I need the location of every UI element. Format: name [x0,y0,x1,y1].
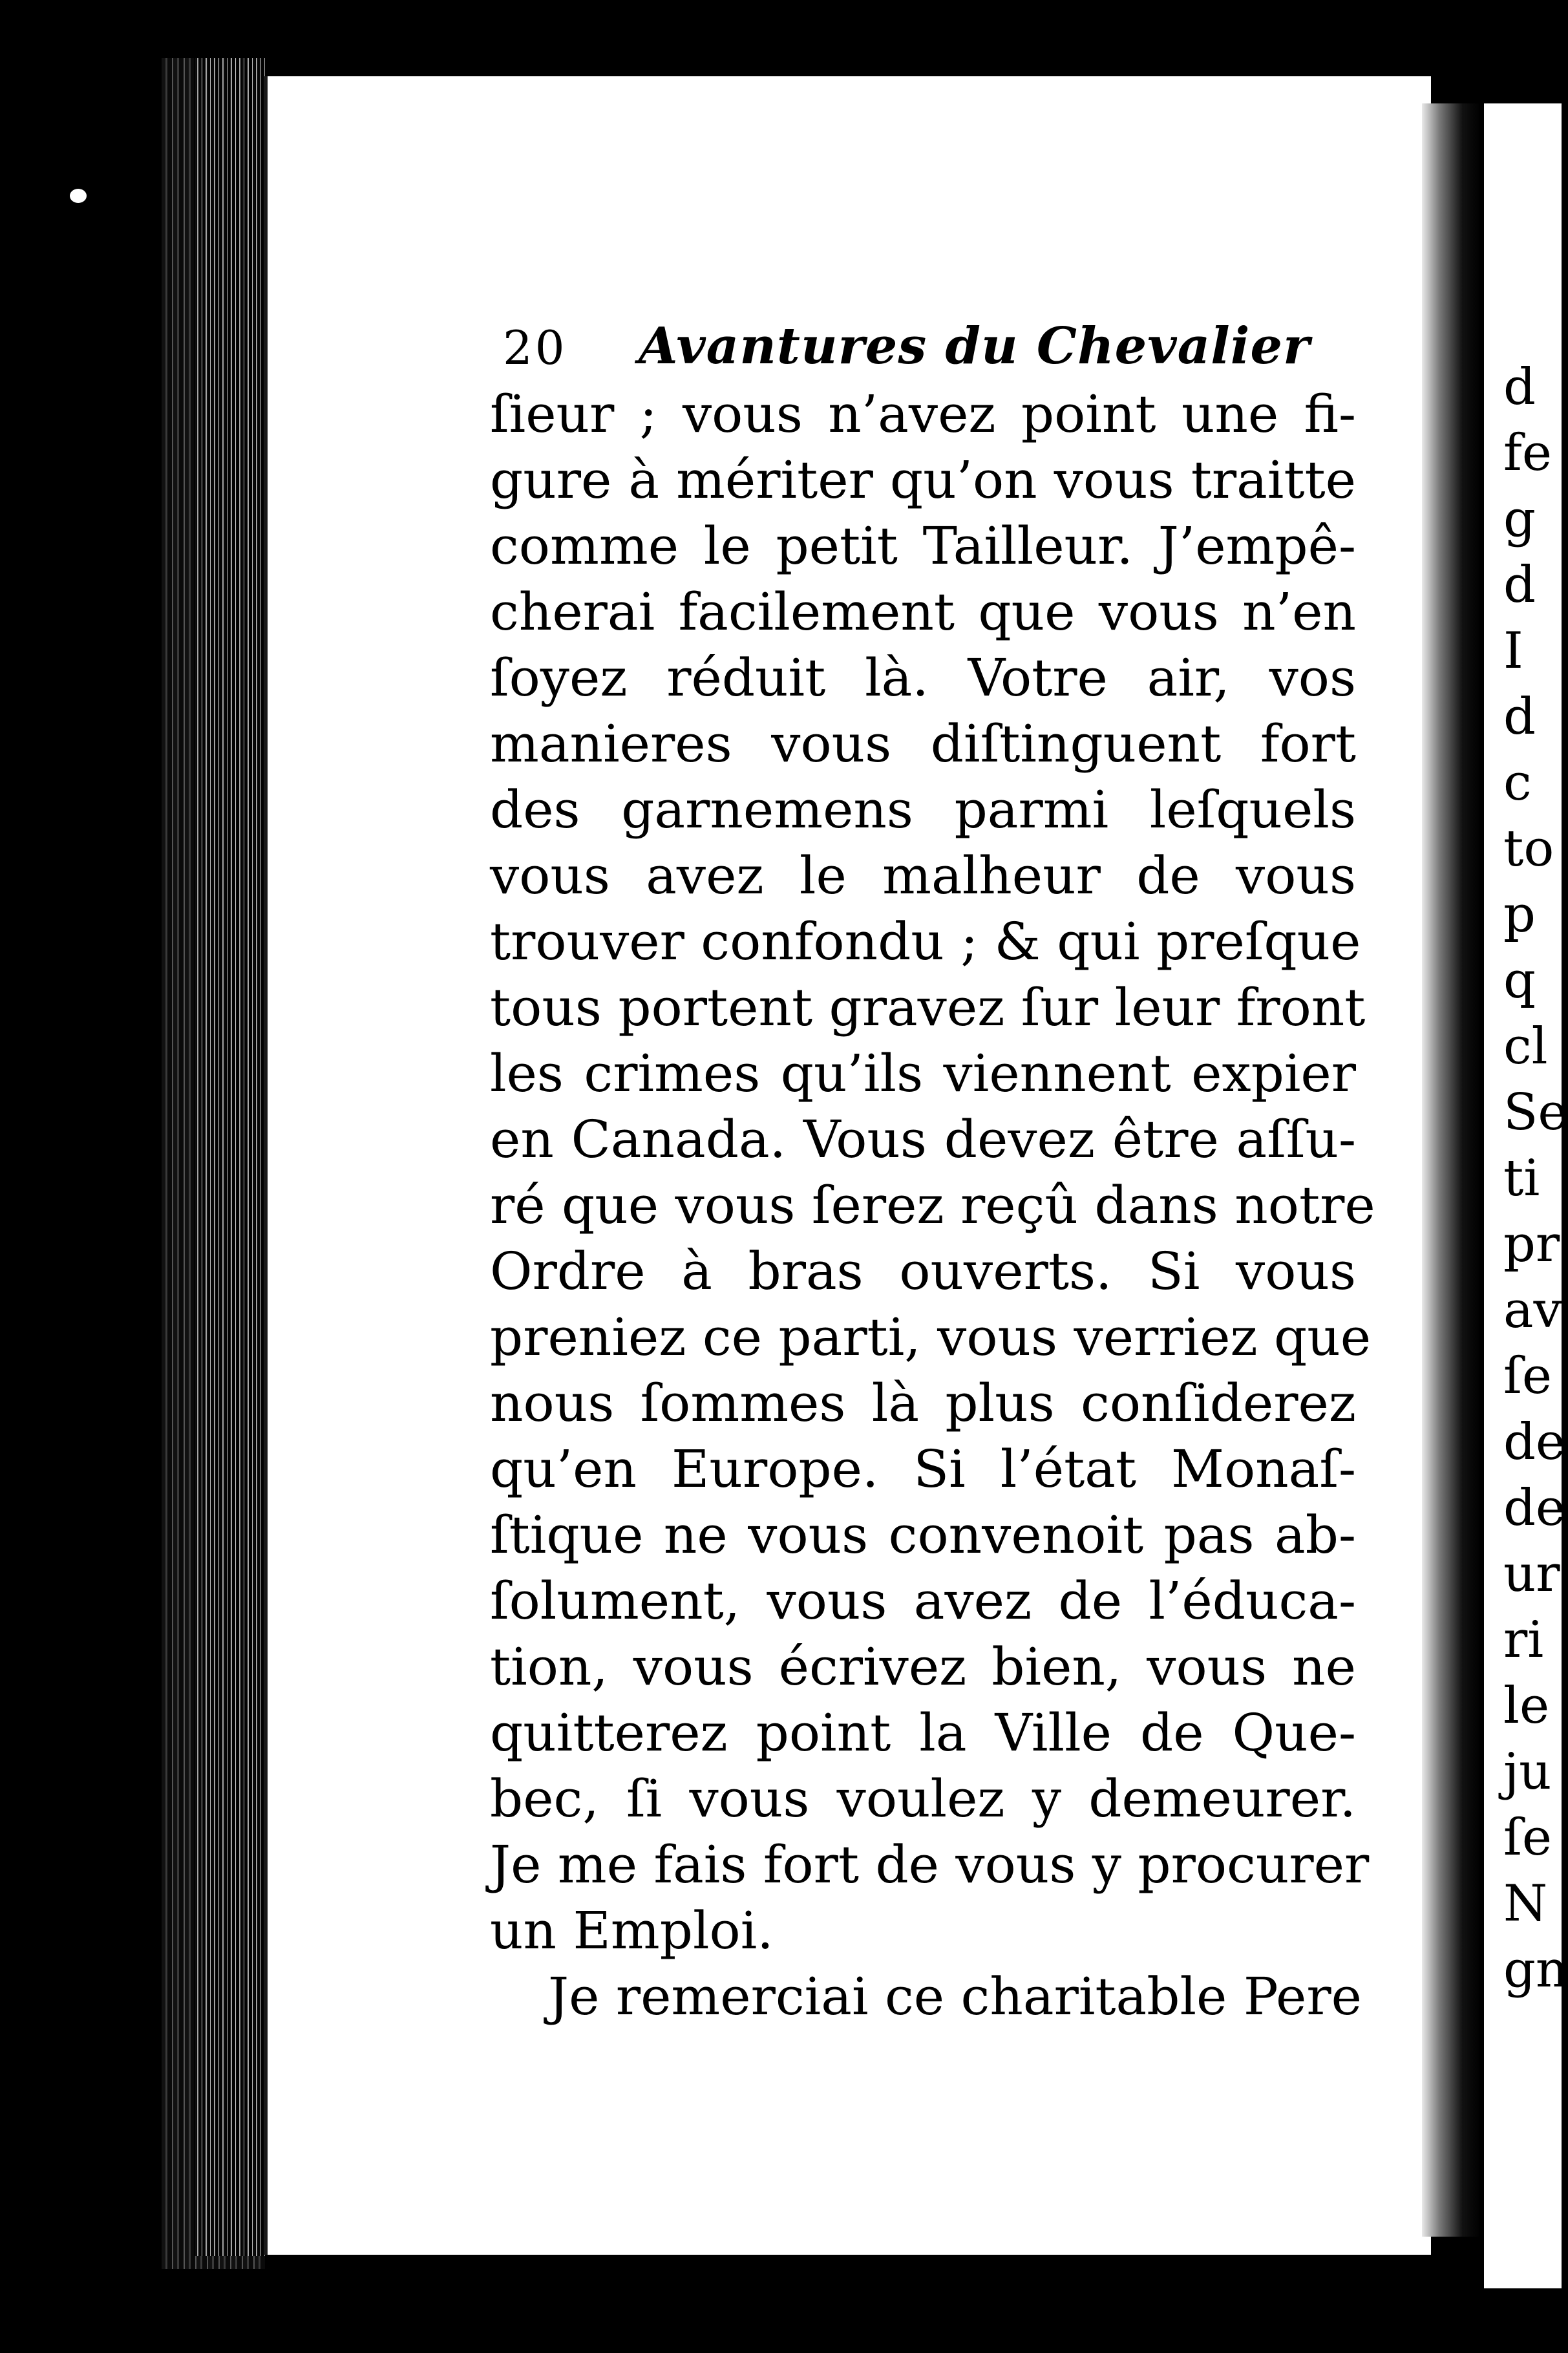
scan-speck [1487,1484,1493,1510]
facing-line-fragment: ju [1503,1743,1552,1801]
facing-line-fragment: q [1503,952,1536,1010]
text-line: ſieur ; vous n’avez point une fi- [490,384,1356,444]
facing-line-fragment: ſe [1503,1347,1552,1405]
text-line: bec, ſi vous voulez y demeurer. [490,1769,1356,1829]
body-text [490,381,1375,1964]
facing-line-fragment: N [1503,1875,1548,1933]
text-line: qu’en Europe. Si l’état Monaſ- [490,1439,1356,1499]
text-line: gure à mériter qu’on vous traitte [490,450,1356,510]
text-line: trouver confondu ; & qui preſque [490,911,1361,972]
facing-line-fragment: ri [1503,1611,1544,1669]
text-line: des garnemens parmi leſquels [490,780,1356,840]
facing-line-fragment: g [1503,490,1536,548]
text-line: ſtique ne vous convenoit pas ab- [490,1505,1356,1565]
scan-speck [70,189,87,203]
facing-line-fragment: de [1503,1413,1566,1471]
facing-line-fragment: fe [1503,424,1552,482]
text-line: comme le petit Tailleur. J’empê- [490,516,1356,576]
text-line: quitterez point la Ville de Que- [490,1703,1356,1763]
book-gutter [1422,103,1480,2237]
facing-line-fragment: av [1503,1281,1562,1339]
text-line: vous avez le malheur de vous [490,846,1356,906]
text-line: nous ſommes là plus conſiderez [490,1373,1356,1433]
facing-line-fragment: I [1503,622,1523,680]
text-line: cherai facilement que vous n’en [490,582,1356,642]
text-line: manieres vous diſtinguent fort [490,714,1356,774]
facing-line-fragment: pr [1503,1215,1560,1273]
facing-line-fragment: ti [1503,1149,1540,1208]
facing-line-fragment: ur [1503,1545,1560,1603]
facing-line-fragment: to [1503,820,1554,878]
text-line: ſolument, vous avez de l’éduca- [490,1571,1356,1631]
facing-line-fragment: gn [1503,1941,1568,1999]
facing-line-fragment: le [1503,1677,1550,1735]
new-paragraph-line: Je remerciai ce charitable Pere [548,1966,1362,2027]
text-line: Je me fais fort de vous y procurer [490,1835,1370,1895]
text-line: un Emploi. [490,1900,774,1961]
facing-line-fragment: Se [1503,1083,1568,1142]
facing-line-fragment: d [1503,688,1536,746]
running-header [490,317,1356,381]
text-line: Ordre à bras ouverts. Si vous [490,1241,1356,1301]
facing-line-fragment: c [1503,754,1532,812]
page-block-edges-highlight [194,58,265,2256]
facing-line-fragment: d [1503,556,1536,614]
facing-line-fragment: cl [1503,1017,1548,1076]
facing-line-fragment: d [1503,358,1536,416]
text-line: tion, vous écrivez bien, vous ne [490,1637,1356,1697]
facing-line-fragment: de [1503,1479,1566,1537]
text-line: ré que vous ſerez reçû dans notre [490,1175,1375,1235]
text-line: preniez ce parti, vous verriez que [490,1307,1372,1367]
page-text-block [490,317,1375,2030]
facing-line-fragment: ſe [1503,1809,1552,1867]
page-number: 20 [503,321,567,375]
text-line: en Canada. Vous devez être aſſu- [490,1109,1356,1169]
running-title: Avantures du Chevalier [639,317,1311,376]
text-line: ſoyez réduit là. Votre air, vos [490,648,1356,708]
text-line: tous portent gravez ſur leur front [490,977,1366,1038]
text-line: les crimes qu’ils viennent expier [490,1043,1356,1103]
facing-line-fragment: p [1503,886,1536,944]
